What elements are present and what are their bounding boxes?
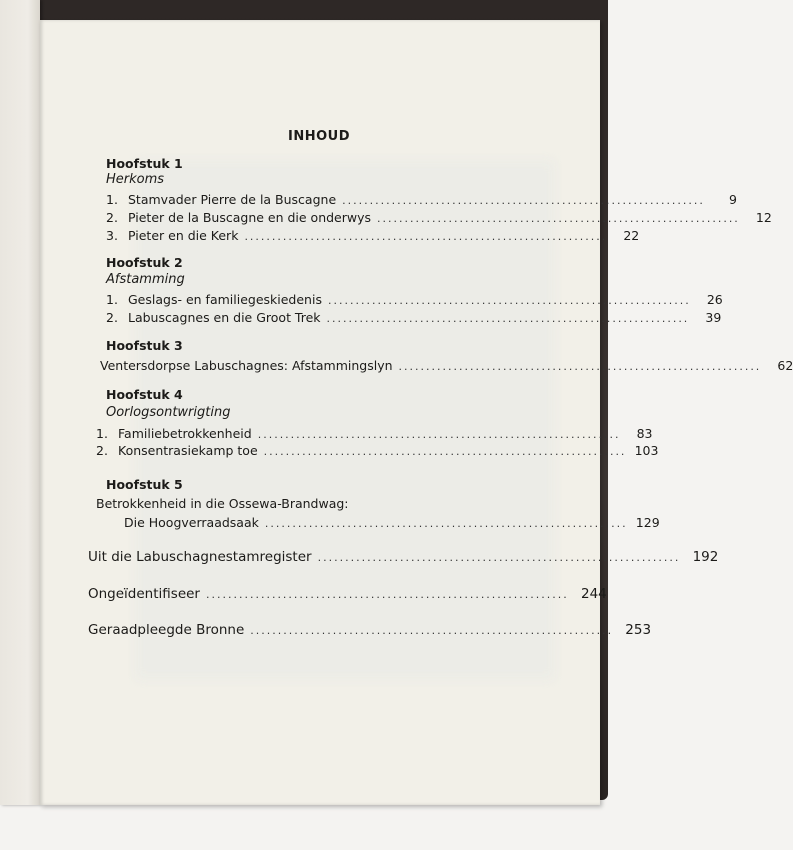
chapter-1-subtitle: Herkoms — [106, 172, 165, 187]
dot-leader: .................................................................. — [257, 428, 621, 441]
toc-entry — [106, 228, 640, 243]
entry-label: Pieter de la Buscagne en die onderwys — [128, 210, 372, 225]
dot-leader: .................................................................. — [205, 588, 569, 601]
entry-page: 244 — [580, 586, 607, 602]
entry-page: 103 — [634, 443, 659, 458]
entry-number: 1. — [106, 192, 118, 207]
entry-page: 83 — [636, 426, 653, 441]
entry-label: Familiebetrokkenheid — [118, 426, 252, 441]
entry-number: 2. — [106, 310, 118, 325]
entry-label: Ongeïdentifiseer — [88, 586, 200, 602]
toc-appendix-entry — [88, 586, 607, 602]
entry-label: Pieter en die Kerk — [128, 228, 239, 243]
toc-appendix-entry — [88, 549, 719, 565]
entry-number: 2. — [96, 443, 108, 458]
entry-label: Geslags- en familiegeskiedenis — [128, 292, 322, 307]
dot-leader: .................................................................. — [264, 517, 628, 530]
chapter-1-heading: Hoofstuk 1 — [106, 156, 183, 171]
entry-label: Stamvader Pierre de la Buscagne — [128, 192, 337, 207]
dot-leader: .................................................................. — [398, 360, 762, 373]
toc-entry — [96, 443, 659, 458]
toc-title: INHOUD — [288, 129, 350, 144]
entry-label: Die Hoogverraadsaak — [124, 515, 259, 530]
toc-entry — [106, 310, 722, 325]
dot-leader: .................................................................. — [342, 194, 705, 207]
chapter-2-heading: Hoofstuk 2 — [106, 255, 183, 270]
toc-entry — [100, 358, 793, 373]
toc-entry — [106, 210, 772, 225]
dot-leader: .................................................................. — [250, 624, 614, 637]
dot-leader: .................................................................. — [263, 445, 627, 458]
entry-label: Uit die Labuschagnestamregister — [88, 549, 312, 565]
chapter-5-subtitle: Betrokkenheid in die Ossewa-Brandwag: — [96, 496, 349, 511]
chapter-2-subtitle: Afstamming — [106, 272, 185, 287]
entry-page: 26 — [706, 292, 723, 307]
entry-label: Ventersdorpse Labuschagnes: Afstammingslyn — [100, 358, 393, 373]
dot-leader: .................................................................. — [326, 312, 690, 325]
entry-page: 62 — [777, 358, 793, 373]
entry-page: 192 — [692, 549, 719, 565]
facing-page-edge — [0, 0, 40, 805]
entry-number: 3. — [106, 228, 118, 243]
toc-entry — [106, 192, 737, 207]
entry-page: 12 — [755, 210, 772, 225]
dot-leader: .................................................................. — [317, 551, 681, 564]
entry-page: 9 — [728, 192, 737, 207]
entry-label: Geraadpleegde Bronne — [88, 622, 245, 638]
chapter-5-heading: Hoofstuk 5 — [106, 477, 183, 492]
toc-entry — [106, 292, 723, 307]
toc-entry — [124, 515, 660, 530]
toc-entry — [96, 426, 653, 441]
entry-number: 1. — [106, 292, 118, 307]
entry-number: 2. — [106, 210, 118, 225]
dot-leader: .................................................................. — [377, 212, 740, 225]
entry-page: 129 — [635, 515, 660, 530]
chapter-4-heading: Hoofstuk 4 — [106, 387, 183, 402]
dot-leader: .................................................................. — [327, 294, 691, 307]
toc-appendix-entry — [88, 622, 652, 638]
entry-page: 253 — [625, 622, 652, 638]
entry-page: 39 — [705, 310, 722, 325]
dot-leader: .................................................................. — [244, 230, 608, 243]
entry-number: 1. — [96, 426, 108, 441]
entry-label: Labuscagnes en die Groot Trek — [128, 310, 321, 325]
entry-page: 22 — [623, 228, 640, 243]
entry-label: Konsentrasiekamp toe — [118, 443, 258, 458]
chapter-4-subtitle: Oorlogsontwrigting — [106, 405, 231, 420]
chapter-3-heading: Hoofstuk 3 — [106, 338, 183, 353]
